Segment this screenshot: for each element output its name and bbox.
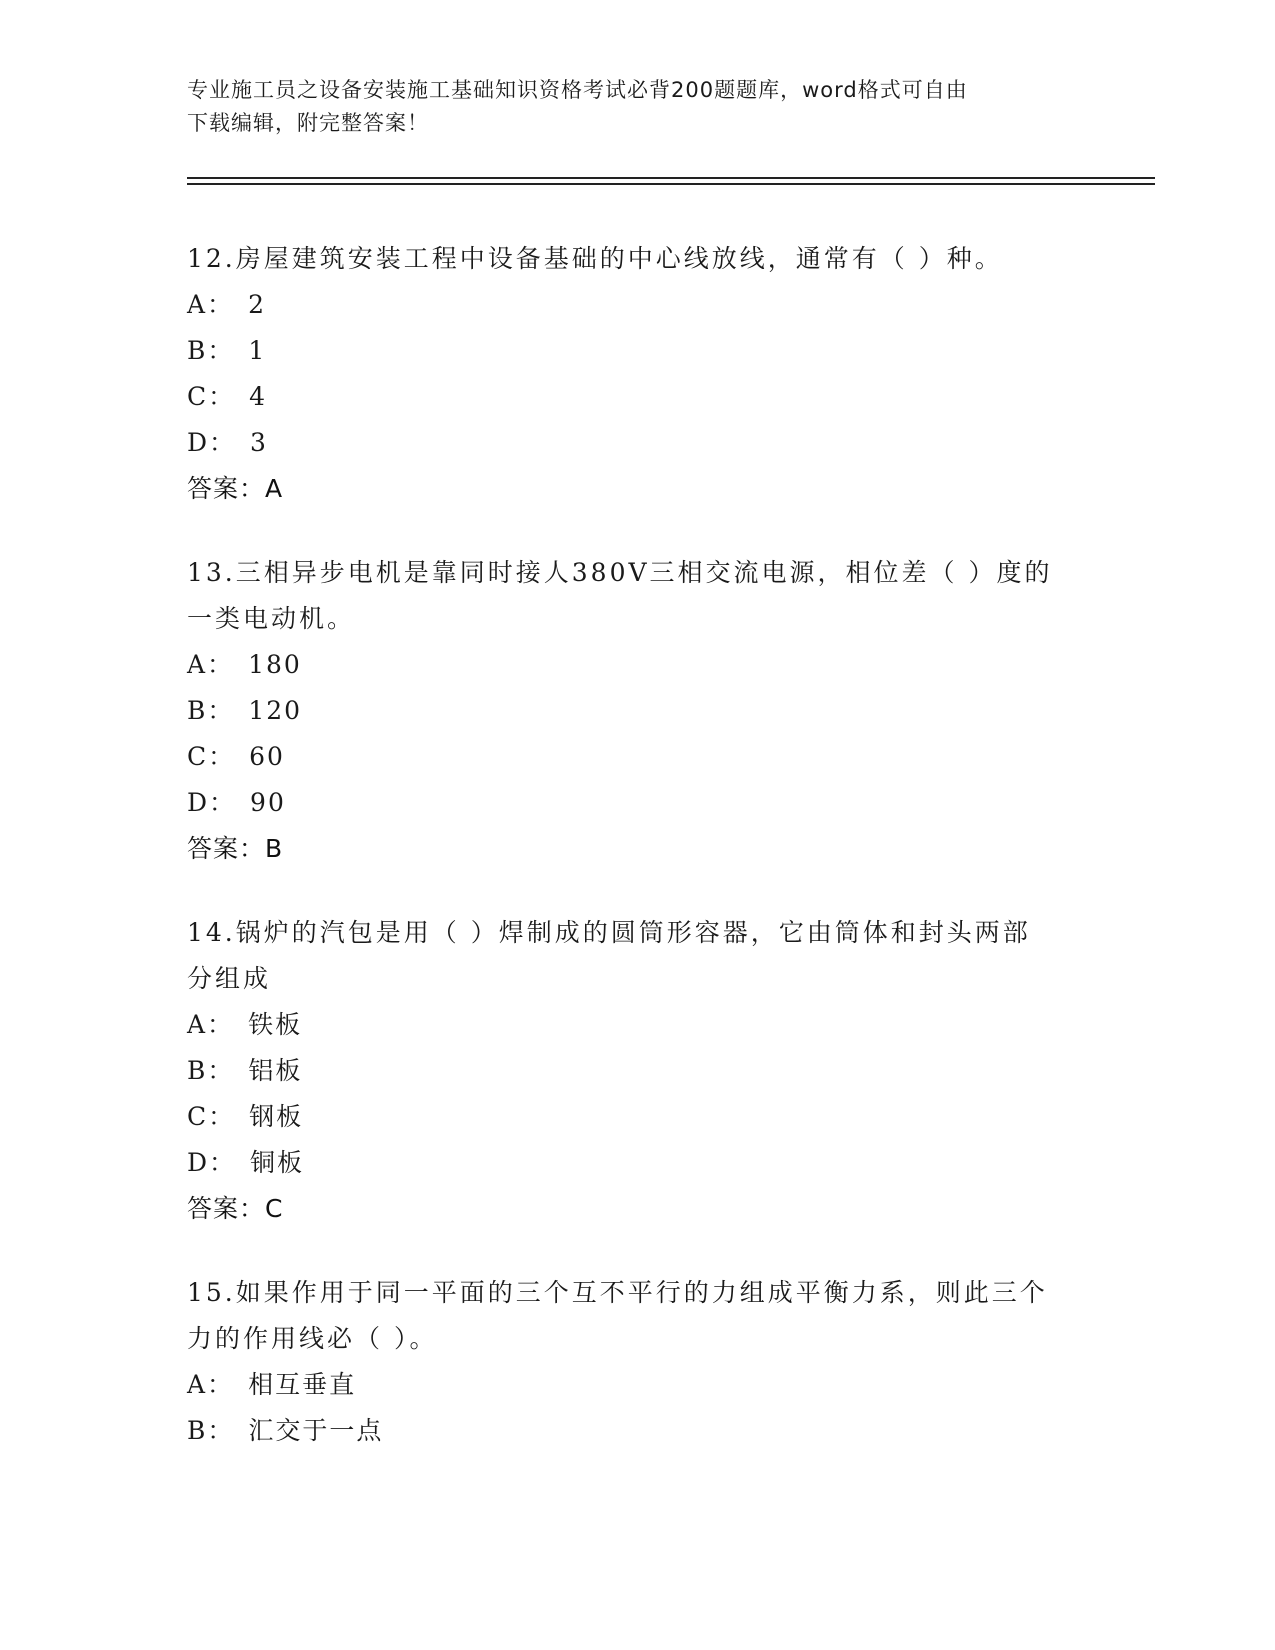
document-header bbox=[187, 74, 1087, 140]
question-12 bbox=[187, 236, 1087, 512]
option-letter: B： bbox=[187, 1416, 235, 1445]
question-text bbox=[187, 236, 1087, 282]
option-b bbox=[187, 688, 1087, 734]
option-letter: D： bbox=[187, 1148, 237, 1177]
question-15 bbox=[187, 1270, 1087, 1454]
option-value: 2 bbox=[248, 290, 266, 319]
option-b bbox=[187, 1048, 1087, 1094]
question-line-2: 分组成 bbox=[187, 964, 272, 993]
header-line-1: 专业施工员之设备安装施工基础知识资格考试必背200题题库，word格式可自由 bbox=[187, 78, 968, 102]
option-letter: A： bbox=[187, 650, 235, 679]
header-rule-bottom bbox=[187, 183, 1155, 185]
option-a bbox=[187, 1002, 1087, 1048]
option-a bbox=[187, 642, 1087, 688]
option-value: 铁板 bbox=[248, 1010, 303, 1039]
option-letter: A： bbox=[187, 1010, 235, 1039]
option-c bbox=[187, 374, 1087, 420]
option-letter: A： bbox=[187, 290, 235, 319]
question-line-2: 力的作用线必（ ）。 bbox=[187, 1324, 438, 1353]
question-14 bbox=[187, 910, 1087, 1232]
option-letter: B： bbox=[187, 1056, 235, 1085]
option-letter: D： bbox=[187, 788, 237, 817]
option-b bbox=[187, 328, 1087, 374]
answer-line: 答案：A bbox=[187, 474, 284, 503]
question-text bbox=[187, 550, 1087, 596]
option-value: 铜板 bbox=[250, 1148, 305, 1177]
option-letter: A： bbox=[187, 1370, 235, 1399]
option-letter: B： bbox=[187, 696, 235, 725]
option-value: 1 bbox=[248, 336, 267, 365]
question-text bbox=[187, 910, 1087, 956]
question-line-1: 三相异步电机是靠同时接人380V三相交流电源，相位差（ ）度的 bbox=[235, 558, 1053, 587]
question-list bbox=[187, 236, 1087, 1492]
option-value: 铝板 bbox=[248, 1056, 303, 1085]
option-value: 钢板 bbox=[249, 1102, 304, 1131]
option-value: 相互垂直 bbox=[248, 1370, 357, 1399]
option-value: 180 bbox=[248, 650, 302, 679]
question-13 bbox=[187, 550, 1087, 872]
question-number: 13. bbox=[187, 558, 236, 587]
option-b bbox=[187, 1408, 1087, 1454]
option-a bbox=[187, 1362, 1087, 1408]
answer-line: 答案：C bbox=[187, 1194, 284, 1223]
question-number: 14. bbox=[187, 918, 236, 947]
option-letter: D： bbox=[187, 428, 237, 457]
option-d bbox=[187, 1140, 1087, 1186]
option-value: 汇交于一点 bbox=[248, 1416, 384, 1445]
question-line-2: 一类电动机。 bbox=[187, 604, 356, 633]
option-d bbox=[187, 780, 1087, 826]
option-letter: C： bbox=[187, 742, 236, 771]
option-letter: C： bbox=[187, 1102, 236, 1131]
question-text bbox=[187, 1270, 1087, 1316]
header-rule-top bbox=[187, 177, 1155, 179]
answer-line: 答案：B bbox=[187, 834, 284, 863]
header-line-2: 下载编辑，附完整答案！ bbox=[187, 111, 429, 135]
option-value: 120 bbox=[248, 696, 303, 725]
question-line-1: 锅炉的汽包是用（ ）焊制成的圆筒形容器，它由筒体和封头两部 bbox=[235, 918, 1031, 947]
question-line-1: 房屋建筑安装工程中设备基础的中心线放线，通常有（ ）种。 bbox=[235, 244, 1003, 273]
option-c bbox=[187, 734, 1087, 780]
question-line-1: 如果作用于同一平面的三个互不平行的力组成平衡力系，则此三个 bbox=[235, 1278, 1048, 1307]
option-value: 4 bbox=[249, 382, 268, 411]
option-a bbox=[187, 282, 1087, 328]
option-c bbox=[187, 1094, 1087, 1140]
option-value: 3 bbox=[250, 428, 268, 457]
option-value: 90 bbox=[250, 788, 286, 817]
option-d bbox=[187, 420, 1087, 466]
option-letter: B： bbox=[187, 336, 235, 365]
option-letter: C： bbox=[187, 382, 236, 411]
question-number: 15. bbox=[187, 1278, 236, 1307]
question-number: 12. bbox=[187, 244, 236, 273]
option-value: 60 bbox=[249, 742, 285, 771]
